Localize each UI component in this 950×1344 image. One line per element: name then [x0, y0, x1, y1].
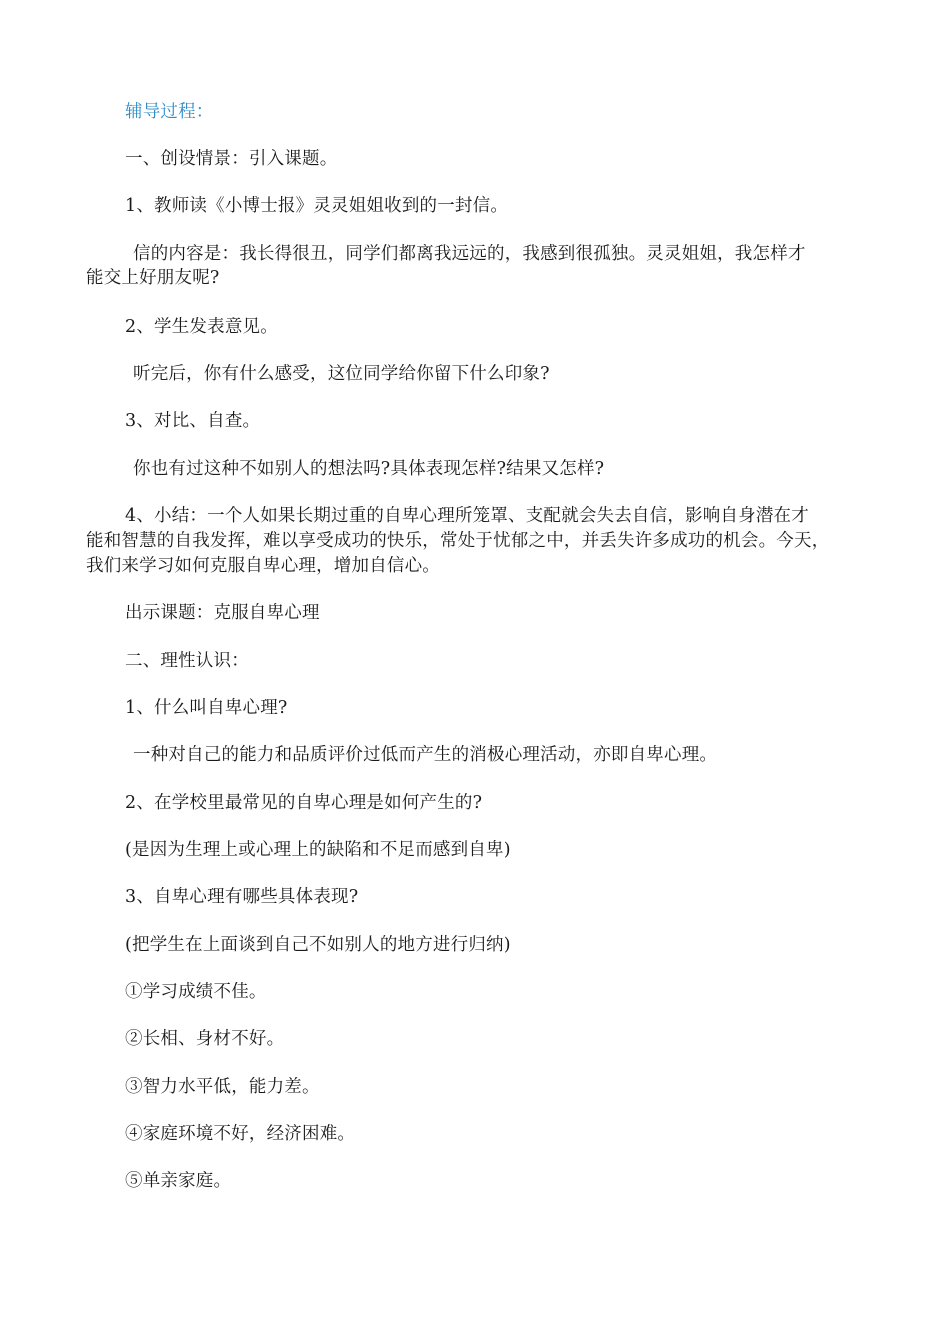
letter-line-2: 能交上好朋友呢?: [86, 268, 220, 288]
item2-question: 听完后，你有什么感受，这位同学给你留下什么印象?: [133, 364, 550, 384]
summary-line-3: 我们来学习如何克服自卑心理，增加自信心。: [86, 556, 440, 576]
question-1: 1、什么叫自卑心理?: [125, 698, 288, 718]
list-item: ②长相、身材不好。: [125, 1029, 285, 1049]
list-item: ①学习成绩不佳。: [125, 982, 267, 1002]
question-3: 3、自卑心理有哪些具体表现?: [125, 887, 359, 907]
answer-1: 一种对自己的能力和品质评价过低而产生的消极心理活动，亦即自卑心理。: [133, 745, 718, 765]
item3-text: 3、对比、自查。: [125, 411, 261, 431]
answer-2: (是因为生理上或心理上的缺陷和不足而感到自卑): [125, 840, 511, 860]
answer-3: (把学生在上面谈到自己不如别人的地方进行归纳): [125, 935, 511, 955]
list-item: ⑤单亲家庭。: [125, 1171, 232, 1191]
item3-question: 你也有过这种不如别人的想法吗?具体表现怎样?结果又怎样?: [133, 459, 605, 479]
heading: 辅导过程：: [125, 102, 214, 122]
topic-text: 出示课题：克服自卑心理: [125, 603, 320, 623]
list-item: ③智力水平低，能力差。: [125, 1077, 320, 1097]
summary-line-1: 4、小结：一个人如果长期过重的自卑心理所笼罩、支配就会失去自信，影响自身潜在才: [125, 506, 809, 526]
section1-title: 一、创设情景：引入课题。: [125, 149, 338, 169]
letter-line-1: 信的内容是：我长得很丑，同学们都离我远远的，我感到很孤独。灵灵姐姐，我怎样才: [133, 244, 806, 264]
item2-text: 2、学生发表意见。: [125, 317, 278, 337]
item1-text: 1、教师读《小博士报》灵灵姐姐收到的一封信。: [125, 196, 509, 216]
list-item: ④家庭环境不好，经济困难。: [125, 1124, 356, 1144]
question-2: 2、在学校里最常见的自卑心理是如何产生的?: [125, 793, 483, 813]
summary-line-2: 能和智慧的自我发挥，难以享受成功的快乐，常处于忧郁之中，并丢失许多成功的机会。今天，: [86, 531, 830, 551]
section2-title: 二、理性认识：: [125, 651, 249, 671]
